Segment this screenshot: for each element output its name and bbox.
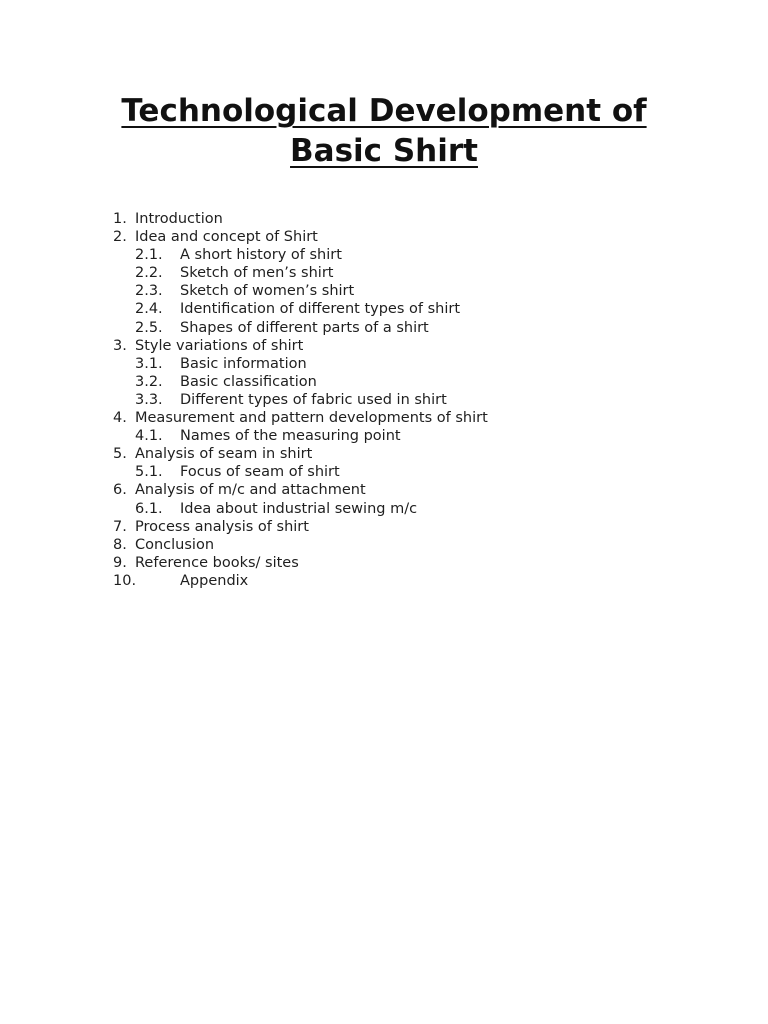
document-title-text-2: Basic Shirt — [290, 133, 478, 169]
toc-item-2-2 — [0, 264, 768, 282]
toc-number: 3.2. — [135, 373, 163, 390]
toc-number: 1. — [113, 211, 127, 227]
toc-item-2-1 — [0, 246, 768, 264]
toc-text: Appendix — [180, 572, 249, 589]
toc-text: Identification of different types of shirt — [180, 301, 461, 318]
toc-item-4-1 — [0, 427, 768, 445]
toc-item-5-1 — [0, 463, 768, 481]
document-title-line-2 — [0, 131, 768, 171]
toc-item-3-3 — [0, 391, 768, 409]
toc-number: 2.3. — [135, 283, 163, 300]
toc-item-4 — [0, 409, 768, 427]
toc-number: 2.1. — [135, 247, 163, 264]
toc-item-2 — [0, 228, 768, 246]
toc-text: Focus of seam of shirt — [180, 464, 340, 481]
toc-item-6-1 — [0, 500, 768, 518]
toc-text: Shapes of different parts of a shirt — [180, 319, 429, 336]
toc-number: 2. — [113, 229, 127, 246]
toc-item-9 — [0, 554, 768, 572]
toc-number: 3. — [113, 337, 127, 354]
toc-text: Idea about industrial sewing m/c — [180, 500, 418, 517]
toc-number: 10. — [113, 572, 137, 589]
toc-text: Basic information — [180, 355, 307, 372]
toc-item-2-3 — [0, 282, 768, 300]
toc-number: 2.5. — [135, 319, 163, 336]
toc-text: Analysis of m/c and attachment — [135, 482, 366, 499]
toc-text: Reference books/ sites — [135, 554, 299, 571]
toc-text: Process analysis of shirt — [135, 518, 309, 535]
toc-number: 2.4. — [135, 301, 163, 318]
table-of-contents — [0, 210, 768, 590]
toc-text: Sketch of men’s shirt — [180, 265, 334, 282]
toc-item-2-5 — [0, 319, 768, 337]
toc-text: Measurement and pattern developments of shirt — [135, 410, 488, 427]
toc-item-2-4 — [0, 300, 768, 318]
toc-number: 6. — [113, 482, 127, 499]
document-title-line-1 — [0, 91, 768, 131]
document-title-text-1: Technological Development of — [121, 93, 647, 129]
toc-number: 3.3. — [135, 391, 163, 408]
toc-item-7 — [0, 518, 768, 536]
toc-item-3 — [0, 337, 768, 355]
toc-text: Names of the measuring point — [180, 428, 401, 445]
toc-item-3-1 — [0, 355, 768, 373]
toc-item-8 — [0, 536, 768, 554]
toc-number: 8. — [113, 536, 127, 553]
toc-number: 5. — [113, 446, 127, 463]
toc-text: Idea and concept of Shirt — [135, 229, 318, 246]
toc-item-3-2 — [0, 373, 768, 391]
toc-number: 3.1. — [135, 355, 163, 372]
toc-item-10 — [0, 572, 768, 590]
toc-number: 4. — [113, 410, 127, 427]
toc-number: 4.1. — [135, 428, 163, 445]
toc-item-5 — [0, 445, 768, 463]
toc-number: 9. — [113, 554, 127, 571]
toc-text: Sketch of women’s shirt — [180, 283, 355, 300]
toc-number: 7. — [113, 518, 127, 535]
toc-text: Analysis of seam in shirt — [135, 446, 313, 463]
toc-number: 5.1. — [135, 464, 163, 481]
toc-number: 2.2. — [135, 265, 163, 282]
toc-text: Introduction — [135, 211, 223, 227]
toc-text: A short history of shirt — [180, 247, 342, 264]
toc-text: Different types of fabric used in shirt — [180, 391, 447, 408]
toc-number: 6.1. — [135, 500, 163, 517]
toc-item-6 — [0, 481, 768, 499]
toc-item-1 — [0, 210, 768, 228]
toc-text: Style variations of shirt — [135, 337, 304, 354]
toc-text: Basic classification — [180, 373, 317, 390]
toc-text: Conclusion — [135, 536, 215, 553]
